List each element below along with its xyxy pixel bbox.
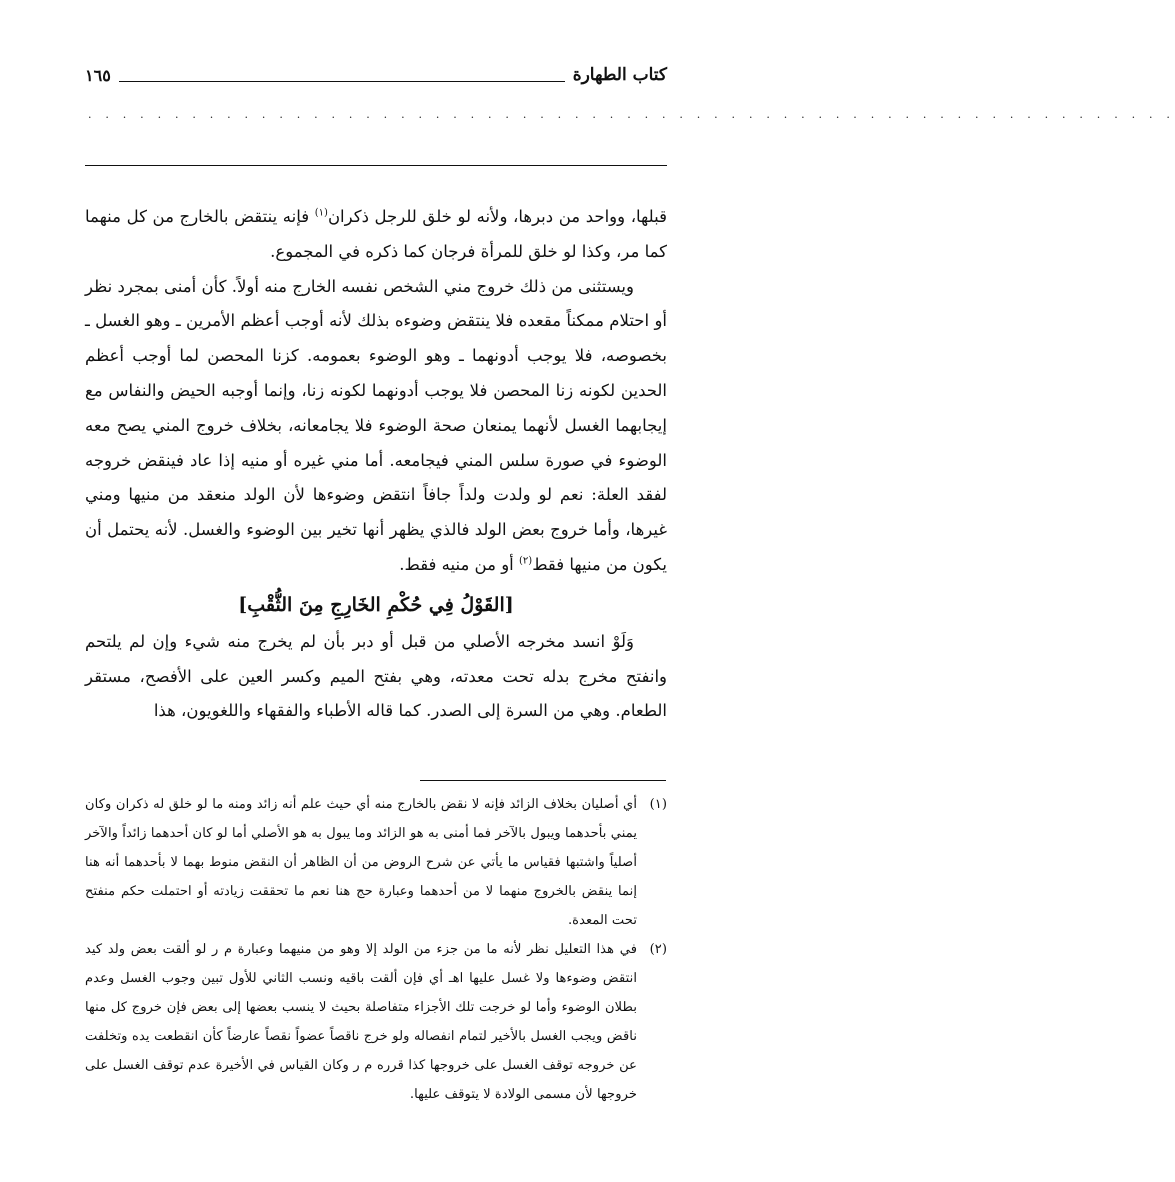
paragraph-2-start: ويستثنى من ذلك خروج مني الشخص نفسه الخارج منه أولاً. كأن أمنى بمجرد نظر أو احتلام ممكناً مقعده فلا ينتقض وضوءه بذلك لأنه أوجب أعظم الأمرين ـ وهو الغسل ـ بخصوصه، فلا يوجب أدونهما ـ وهو الوضوء بعمومه. كزنا المحصن لما أوجب أعظم الحدين لكونه زنا المحصن فلا يوجب أدونهما لكونه زنا، وإنما أوجبه الحيض والنفاس مع إيجابهما الغسل لأنهما يمنعان صحة الوضوء فلا يجامعانه، بخلاف خروج المني يصح معه الوضوء في صورة سلس المني فيجامعه. أما مني غيره أو منيه إذا عاد فينقض خروجه لفقد العلة: نعم لو ولدت ولداً جافاً انتقض وضوءها لأن الولد منعقد من منيها ومني غيرها، وأما خروج بعض الولد فالذي يظهر أنها تخير بين الوضوء والغسل. لأنه يحتمل أن يكون من منيها فقط xyxy=(85,276,667,574)
footnote-item xyxy=(85,935,667,1109)
running-header xyxy=(85,62,667,88)
footnotes xyxy=(85,790,667,1109)
footnote-ref-2: (٢) xyxy=(519,555,533,567)
paragraph-3: وَلَوْ انسد مخرجه الأصلي من قبل أو دبر بأن لم يخرج منه شيء وإن لم يلتحم وانفتح مخرج بدله تحت معدته، وهي بفتح الميم وكسر العين على الأفصح، مستقر الطعام. وهي من السرة إلى الصدر. كما قاله الأطباء والفقهاء واللغويون، هذا xyxy=(85,631,667,721)
footnote-number: (١) xyxy=(649,797,667,812)
footnote-rule xyxy=(420,780,666,781)
chapter-title: كتاب الطهارة xyxy=(572,65,667,85)
paragraph-1-start: قبلها، وواحد من دبرها، ولأنه لو خلق للرجل ذكران xyxy=(327,207,667,226)
paragraph-1-end: فإنه ينتقض بالخارج من كل منهما كما مر، وكذا لو خلق للمرأة فرجان كما ذكره في المجموع. xyxy=(85,207,667,261)
paragraph-1 xyxy=(85,200,667,270)
paragraph-2-end: أو من منيه فقط. xyxy=(399,554,519,574)
footnote-text: أي أصليان بخلاف الزائد فإنه لا نقض بالخارج منه أي حيث علم أنه زائد ومنه ما لو خلق له ذكران وكان يمني بأحدهما ويبول بالآخر فما أمنى به هو الزائد وما يبول به هو الأصلي أما لو كان أحدهما زائداً والآخر أصلياً واشتبها فقياس ما يأتي عن شرح الروض من أن الظاهر أن النقض منوط بهما لا بأحدهما أنه هنا إنما ينقض بالخروج منهما لا من أحدهما وعبارة حج هنا نعم ما تحققت زيادته أو احتملت حكم منفتح تحت المعدة. xyxy=(85,797,637,928)
dotted-separator: . . . . . . . . . . . . . . . . . . . . . . . . . . . . . . . . . . . . . . . . . . . . . . . . . . . . . . . . . . . . . . . xyxy=(88,108,1175,121)
footnote-ref-1: (١) xyxy=(314,207,328,219)
footnote-number: (٢) xyxy=(649,942,667,957)
text-top-rule xyxy=(85,165,667,166)
page-number: ١٦٥ xyxy=(85,65,111,85)
footnote-item xyxy=(85,790,667,935)
header-rule xyxy=(119,69,565,82)
section-heading: [القَوْلُ فِي حُكْمِ الخَارِجِ مِنَ الثُّقْبِ] xyxy=(238,593,514,616)
main-text xyxy=(85,200,667,729)
footnote-text: في هذا التعليل نظر لأنه ما من جزء من الولد إلا وهو من منيهما وعبارة م ر لو ألقت بعض ولد كيد انتقض وضوءها ولا غسل عليها اهـ أي فإن ألقت باقيه ونسب الثاني للأول تبين وجوب الغسل وعدم بطلان الوضوء وأما لو خرجت تلك الأجزاء متفاصلة بحيث لا ينسب بعضها إلى بعض فإن خروج كل منها ناقض ويجب الغسل بالأخير لتمام انفصاله ولو خرج ناقصاً عضواً نقصاً عارضاً كأن انقطعت يده وتخلفت عن خروجه توقف الغسل على خروجها كذا قرره م ر وكان القياس في الأخيرة عدم توقف الغسل على خروجها لأن مسمى الولادة لا يتوقف عليها. xyxy=(85,942,637,1102)
paragraph-2 xyxy=(85,270,667,583)
